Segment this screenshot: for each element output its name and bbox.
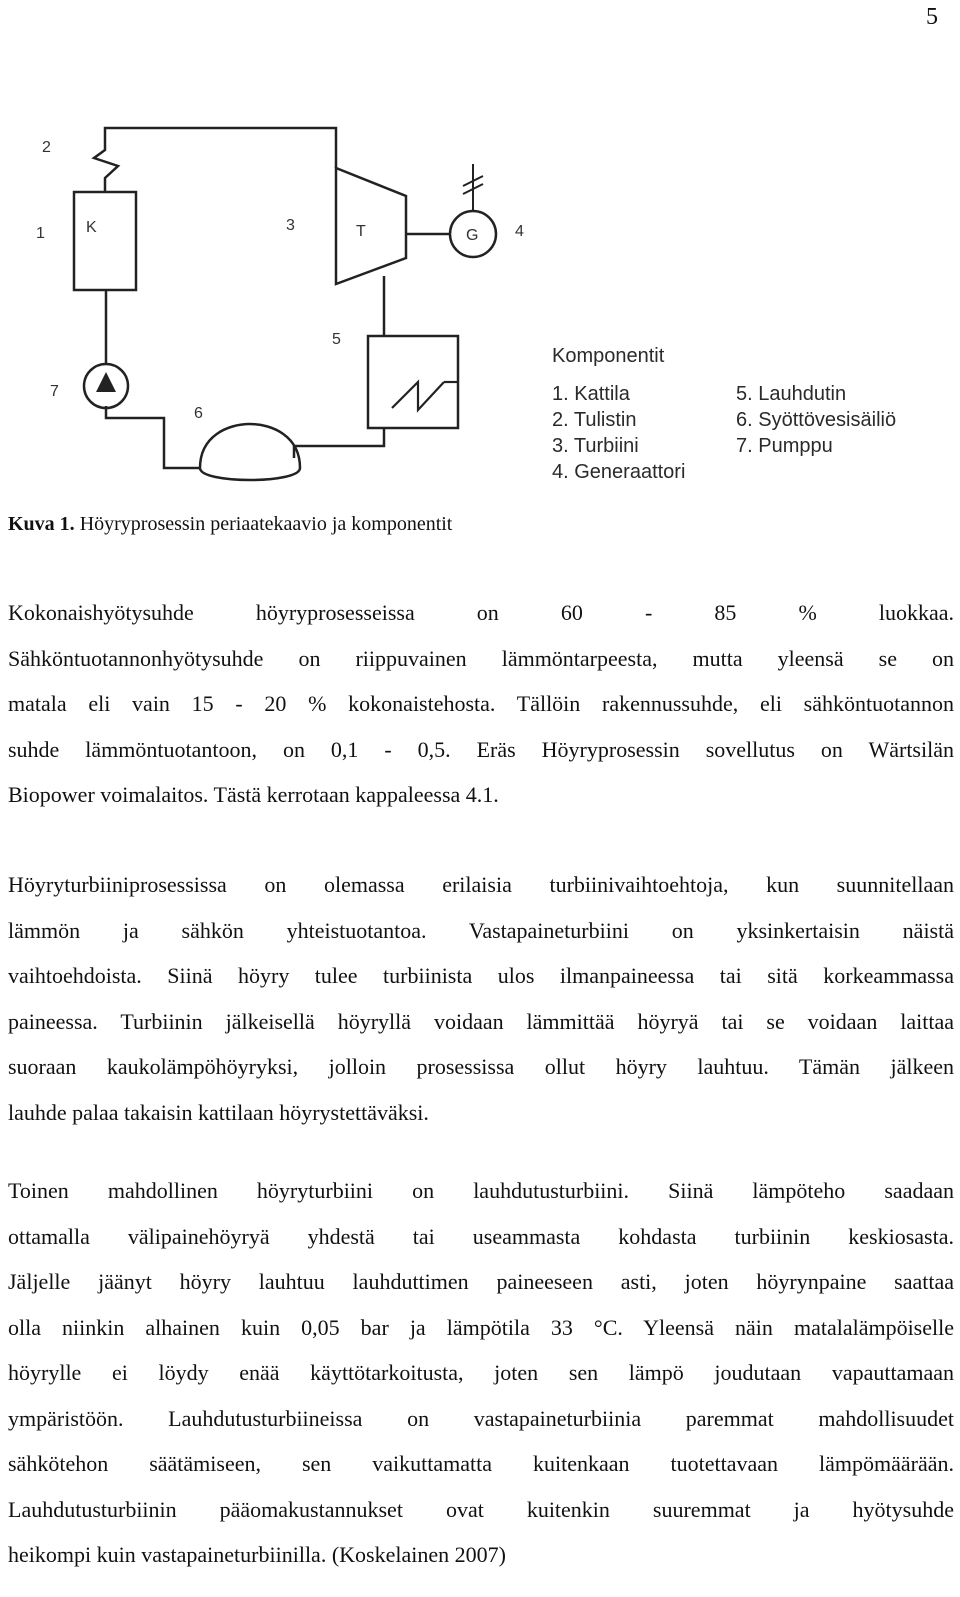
paragraph-line: matala eli vain 15 - 20 % kokonaistehosta. Tällöin rakennussuhde, eli sähköntuotannon bbox=[8, 691, 954, 716]
label-4: 4 bbox=[515, 223, 524, 240]
paragraph-line: Sähköntuotannonhyötysuhde on riippuvainen lämmöntarpeesta, mutta yleensä se on bbox=[8, 645, 954, 671]
feedwater-tank bbox=[200, 424, 300, 480]
figure-caption bbox=[8, 513, 452, 536]
label-generator: G bbox=[466, 227, 479, 244]
legend-item-4: 4. Generaattori bbox=[552, 461, 686, 483]
paragraph-line: suhde lämmöntuotantoon, on 0,1 - 0,5. Eräs Höyryprosessin sovellutus on Wärtsilän bbox=[8, 736, 954, 762]
paragraph-line: vaihtoehdoista. Siinä höyry tulee turbiinista ulos ilmanpaineessa tai sitä korkeammassa bbox=[8, 963, 954, 988]
paragraph-1 bbox=[8, 590, 954, 818]
label-3: 3 bbox=[286, 217, 295, 234]
label-6: 6 bbox=[194, 405, 203, 422]
paragraph-line: Lauhdutusturbiinin pääomakustannukset ovat kuitenkin suuremmat ja hyötysuhde bbox=[8, 1496, 954, 1522]
legend-title: Komponentit bbox=[552, 345, 665, 367]
superheater-pipe bbox=[94, 128, 336, 192]
turbine-shape bbox=[336, 168, 406, 284]
paragraph-line: suoraan kaukolämpöhöyryksi, jolloin prosessissa ollut höyry lauhtuu. Tämän jälkeen bbox=[8, 1054, 954, 1079]
label-boiler: K bbox=[86, 219, 97, 236]
legend-item-1: 1. Kattila bbox=[552, 383, 630, 405]
legend-item-6: 6. Syöttövesisäiliö bbox=[736, 409, 897, 431]
label-1: 1 bbox=[36, 225, 45, 242]
condensate-pipe bbox=[294, 428, 384, 458]
paragraph-line: Toinen mahdollinen höyryturbiini on lauhdutusturbiini. Siinä lämpöteho saadaan bbox=[8, 1178, 954, 1203]
label-5: 5 bbox=[332, 331, 341, 348]
paragraph-line: Jäljelle jäänyt höyry lauhtuu lauhduttimen paineeseen asti, joten höyrynpaine saattaa bbox=[8, 1269, 954, 1294]
paragraph-line: lämmön ja sähkön yhteistuotantoa. Vastapaineturbiini on yksinkertaisin näistä bbox=[8, 917, 954, 943]
paragraph-2 bbox=[8, 862, 954, 1135]
boiler-box bbox=[74, 192, 136, 290]
feedwater-pipe bbox=[106, 406, 200, 468]
condenser-coil bbox=[392, 382, 444, 410]
paragraph-line: lauhde palaa takaisin kattilaan höyrystettäväksi. bbox=[8, 1099, 429, 1125]
diagram-svg bbox=[14, 106, 934, 498]
paragraph-line: sähkötehon säätämiseen, sen vaikuttamatta kuitenkaan tuotettavaan lämpömäärään. bbox=[8, 1451, 954, 1476]
paragraph-line: Kokonaishyötysuhde höyryprosesseissa on 60 - 85 % luokkaa. bbox=[8, 600, 954, 625]
paragraph-line: höyrylle ei löydy enää käyttötarkoitusta, joten sen lämpö joudutaan vapauttamaan bbox=[8, 1360, 954, 1385]
label-7: 7 bbox=[50, 383, 59, 400]
paragraph-line: olla niinkin alhainen kuin 0,05 bar ja lämpötila 33 °C. Yleensä näin matalalämpöiselle bbox=[8, 1314, 954, 1340]
legend-item-3: 3. Turbiini bbox=[552, 435, 639, 457]
legend-item-2: 2. Tulistin bbox=[552, 409, 637, 431]
paragraph-line: heikompi kuin vastapaineturbiinilla. (Koskelainen 2007) bbox=[8, 1542, 506, 1567]
paragraph-line: Biopower voimalaitos. Tästä kerrotaan kappaleessa 4.1. bbox=[8, 782, 499, 807]
page-number: 5 bbox=[926, 4, 938, 30]
label-turbine: T bbox=[356, 223, 366, 240]
steam-process-diagram bbox=[14, 106, 934, 498]
legend-item-5: 5. Lauhdutin bbox=[736, 383, 847, 405]
caption-label: Kuva 1. bbox=[8, 513, 75, 535]
paragraph-line: ympäristöön. Lauhdutusturbiineissa on vastapaineturbiinia paremmat mahdollisuudet bbox=[8, 1405, 954, 1431]
paragraph-3 bbox=[8, 1168, 954, 1578]
pump-arrow bbox=[96, 372, 116, 392]
paragraph-line: paineessa. Turbiinin jälkeisellä höyryllä voidaan lämmittää höyryä tai se voidaan laittaa bbox=[8, 1008, 954, 1034]
paragraph-line: ottamalla välipainehöyryä yhdestä tai useammasta kohdasta turbiinin keskiosasta. bbox=[8, 1223, 954, 1249]
caption-text: Höyryprosessin periaatekaavio ja komponentit bbox=[79, 513, 453, 535]
label-2: 2 bbox=[42, 139, 51, 156]
legend-item-7: 7. Pumppu bbox=[736, 435, 833, 457]
paragraph-line: Höyryturbiiniprosessissa on olemassa erilaisia turbiinivaihtoehtoja, kun suunnitellaan bbox=[8, 872, 954, 897]
